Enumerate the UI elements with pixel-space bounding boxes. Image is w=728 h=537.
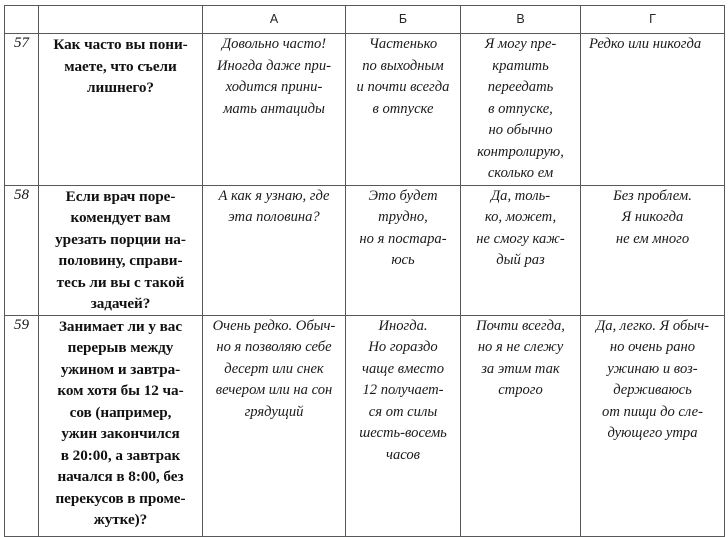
column-header-a: А — [203, 6, 346, 34]
column-header-number — [5, 6, 39, 34]
answer-v — [461, 185, 581, 315]
text-line: Но гораздо — [368, 339, 438, 355]
text-line: десерт или снек — [224, 360, 324, 377]
text-line: Почти всегда, — [476, 317, 565, 334]
text-line: но я постара- — [359, 230, 447, 247]
column-header-question — [39, 6, 203, 34]
text-line: ся от силы — [368, 403, 438, 420]
text-line: Очень редко. Обыч- — [212, 317, 336, 334]
text-line: не смогу каж- — [476, 230, 565, 247]
table-row — [5, 315, 725, 536]
text-line: Я никогда — [621, 209, 684, 225]
text-line: мать антациды — [223, 100, 325, 117]
text-line: Да, легко. Я обыч- — [595, 317, 710, 334]
text-line: лишнего? — [87, 79, 154, 96]
answer-v — [461, 34, 581, 186]
text-line: от пищи до сле- — [602, 403, 703, 420]
text-line: кратить — [492, 57, 549, 74]
text-line: Занимает ли у вас — [58, 317, 183, 335]
questionnaire-table — [4, 5, 725, 537]
text-line: ужин закончился — [61, 425, 180, 442]
text-line: 12 получает- — [362, 382, 444, 398]
text-line: Я могу пре- — [484, 36, 557, 52]
text-line: дый раз — [496, 252, 545, 268]
text-line: но я не слежу — [477, 339, 564, 355]
text-line: тесь ли вы с такой — [56, 273, 185, 291]
text-line: Иногда. — [378, 317, 428, 334]
text-line: по выходным — [362, 57, 444, 74]
text-line: Да, толь- — [490, 187, 551, 204]
text-line: 59 — [14, 316, 29, 333]
text-line: держиваюсь — [613, 382, 692, 398]
column-header-g: Г — [581, 6, 725, 34]
text-line: но очень рано — [609, 339, 696, 355]
row-number — [5, 315, 39, 536]
text-line: перерыв между — [67, 339, 174, 356]
text-line: Частенько — [368, 36, 438, 52]
answer-b — [346, 34, 461, 186]
column-header-b: Б — [346, 6, 461, 34]
text-line: ко, может, — [484, 209, 557, 225]
text-line: Если врач поре- — [65, 187, 176, 205]
answer-a — [203, 34, 346, 186]
text-line: 58 — [14, 186, 29, 203]
text-line: сов (например, — [69, 403, 172, 421]
text-line: трудно, — [378, 209, 428, 225]
question-text — [39, 315, 203, 536]
text-line: Редко или никогда — [589, 36, 702, 52]
text-line: Это будет — [368, 187, 438, 204]
table-body — [5, 34, 725, 537]
text-line: за этим так — [481, 360, 560, 377]
text-line: в 20:00, а завтрак — [60, 446, 181, 464]
text-line: эта половина? — [228, 209, 320, 225]
text-line: и почти всегда — [356, 79, 450, 95]
answer-g — [581, 34, 725, 186]
text-line: половину, справи- — [58, 252, 183, 269]
text-line: но обычно — [488, 122, 553, 138]
text-line: урезать порции на- — [55, 230, 186, 248]
row-number — [5, 185, 39, 315]
text-line: 57 — [14, 35, 29, 51]
text-line: чаще вместо — [361, 360, 444, 377]
text-line: сколько ем — [487, 165, 554, 181]
table-row — [5, 185, 725, 315]
text-line: шесть-восемь — [359, 425, 447, 441]
text-line: комендует вам — [70, 209, 171, 226]
text-line: начался в 8:00, без — [57, 468, 184, 485]
table-header-row — [5, 6, 725, 34]
row-number — [5, 34, 39, 186]
question-text — [39, 185, 203, 315]
text-line: перекусов в проме- — [55, 489, 186, 507]
text-line: грядущий — [244, 403, 304, 420]
text-line: в отпуске, — [488, 100, 553, 117]
text-line: но я позволяю себе — [216, 339, 332, 355]
table-row — [5, 34, 725, 186]
column-header-v: В — [461, 6, 581, 34]
text-line: ходится прини- — [225, 79, 323, 95]
text-line: строго — [498, 382, 543, 398]
text-line: Иногда даже при- — [216, 57, 332, 74]
answer-a — [203, 185, 346, 315]
text-line: А как я узнаю, где — [218, 187, 330, 204]
text-line: дующего утра — [607, 425, 698, 441]
text-line: маете, что съели — [64, 57, 177, 75]
text-line: ком хотя бы 12 ча- — [57, 382, 184, 399]
answer-g — [581, 185, 725, 315]
text-line: часов — [385, 446, 420, 463]
text-line: юсь — [391, 252, 415, 268]
text-line: не ем много — [615, 230, 690, 247]
text-line: жутке)? — [93, 511, 148, 528]
text-line: переедать — [487, 79, 554, 95]
answer-b — [346, 185, 461, 315]
text-line: вечером или на сон — [215, 382, 333, 398]
answer-v — [461, 315, 581, 536]
text-line: ужинаю и воз- — [607, 360, 698, 377]
text-line: Как часто вы пони- — [53, 36, 188, 53]
text-line: Без проблем. — [613, 187, 692, 204]
text-line: контролирую, — [477, 143, 564, 160]
answer-g — [581, 315, 725, 536]
text-line: ужином и завтра- — [60, 360, 181, 378]
answer-b — [346, 315, 461, 536]
text-line: в отпуске — [372, 100, 434, 117]
answer-a — [203, 315, 346, 536]
question-text — [39, 34, 203, 186]
text-line: задачей? — [90, 295, 151, 312]
text-line: Довольно часто! — [221, 36, 327, 52]
